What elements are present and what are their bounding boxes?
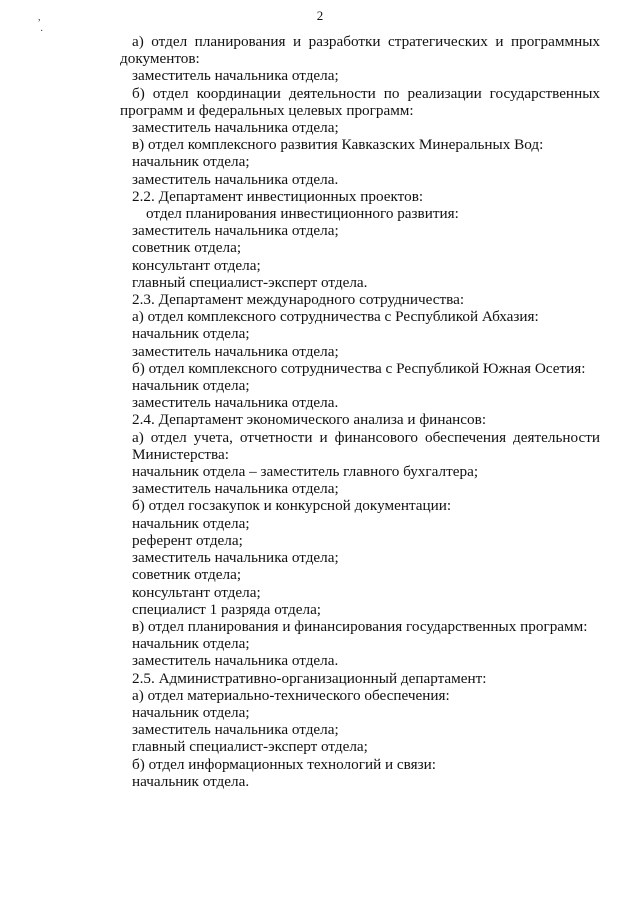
text-line: заместитель начальника отдела; bbox=[132, 119, 339, 137]
text-line: начальник отдела; bbox=[132, 514, 250, 532]
text-line: начальник отдела – заместитель главного бухгалтера; bbox=[132, 463, 479, 481]
text-line: заместитель начальника отдела; bbox=[132, 549, 339, 567]
margin-mark: , bbox=[38, 12, 41, 23]
page-number: 2 bbox=[316, 8, 324, 23]
text-line: заместитель начальника отдела; bbox=[132, 342, 339, 360]
section-heading: 2.4. Департамент экономического анализа и финансов: bbox=[132, 411, 487, 429]
text-line: начальник отдела; bbox=[132, 325, 250, 343]
text-line: заместитель начальника отдела; bbox=[132, 67, 339, 85]
text-line: заместитель начальника отдела. bbox=[132, 170, 339, 188]
section-heading: 2.2. Департамент инвестиционных проектов: bbox=[132, 187, 424, 205]
text-line: консультант отдела; bbox=[132, 256, 261, 274]
text-line: б) отдел информационных технологий и связи: bbox=[132, 755, 436, 773]
text-line: в) отдел планирования и финансирования государственных программ: bbox=[132, 617, 588, 635]
margin-mark: · bbox=[40, 26, 44, 37]
text-line: отдел планирования инвестиционного развития: bbox=[146, 205, 459, 223]
text-line: начальник отдела. bbox=[132, 772, 250, 790]
text-line: советник отдела; bbox=[132, 566, 242, 584]
text-line: начальник отдела; bbox=[132, 377, 250, 395]
text-line: главный специалист-эксперт отдела; bbox=[132, 738, 368, 756]
text-line: главный специалист-эксперт отдела. bbox=[132, 273, 368, 291]
text-line: начальник отдела; bbox=[132, 635, 250, 653]
text-line: заместитель начальника отдела; bbox=[132, 480, 339, 498]
text-line: референт отдела; bbox=[132, 531, 243, 549]
text-line: заместитель начальника отдела; bbox=[132, 721, 339, 739]
text-line: заместитель начальника отдела; bbox=[132, 222, 339, 240]
text-line: Министерства: bbox=[132, 445, 229, 463]
text-line: а) отдел комплексного сотрудничества с Республикой Абхазия: bbox=[132, 308, 539, 326]
text-line: а) отдел планирования и разработки стратегических и программных bbox=[132, 33, 600, 50]
text-line: б) отдел координации деятельности по реализации государственных bbox=[132, 84, 600, 102]
text-line: советник отдела; bbox=[132, 239, 242, 257]
text-line: б) отдел госзакупок и конкурсной документации: bbox=[132, 497, 452, 515]
text-line: начальник отдела; bbox=[132, 153, 250, 171]
section-heading: 2.5. Административно-организационный департамент: bbox=[132, 669, 487, 687]
text-line: заместитель начальника отдела. bbox=[132, 394, 339, 412]
text-line: консультант отдела; bbox=[132, 583, 261, 601]
text-line: программ и федеральных целевых программ: bbox=[120, 101, 414, 119]
text-line: б) отдел комплексного сотрудничества с Республикой Южная Осетия: bbox=[132, 359, 586, 377]
text-line: документов: bbox=[120, 50, 200, 68]
document-body bbox=[120, 33, 600, 790]
text-line: специалист 1 разряда отдела; bbox=[132, 600, 322, 618]
section-heading: 2.3. Департамент международного сотрудничества: bbox=[132, 291, 465, 309]
text-line: а) отдел материально-технического обеспечения: bbox=[132, 686, 450, 704]
text-line: а) отдел учета, отчетности и финансового обеспечения деятельности bbox=[132, 428, 600, 446]
text-line: заместитель начальника отдела. bbox=[132, 652, 339, 670]
text-line: в) отдел комплексного развития Кавказских Минеральных Вод: bbox=[132, 136, 544, 154]
text-line: начальник отдела; bbox=[132, 703, 250, 721]
